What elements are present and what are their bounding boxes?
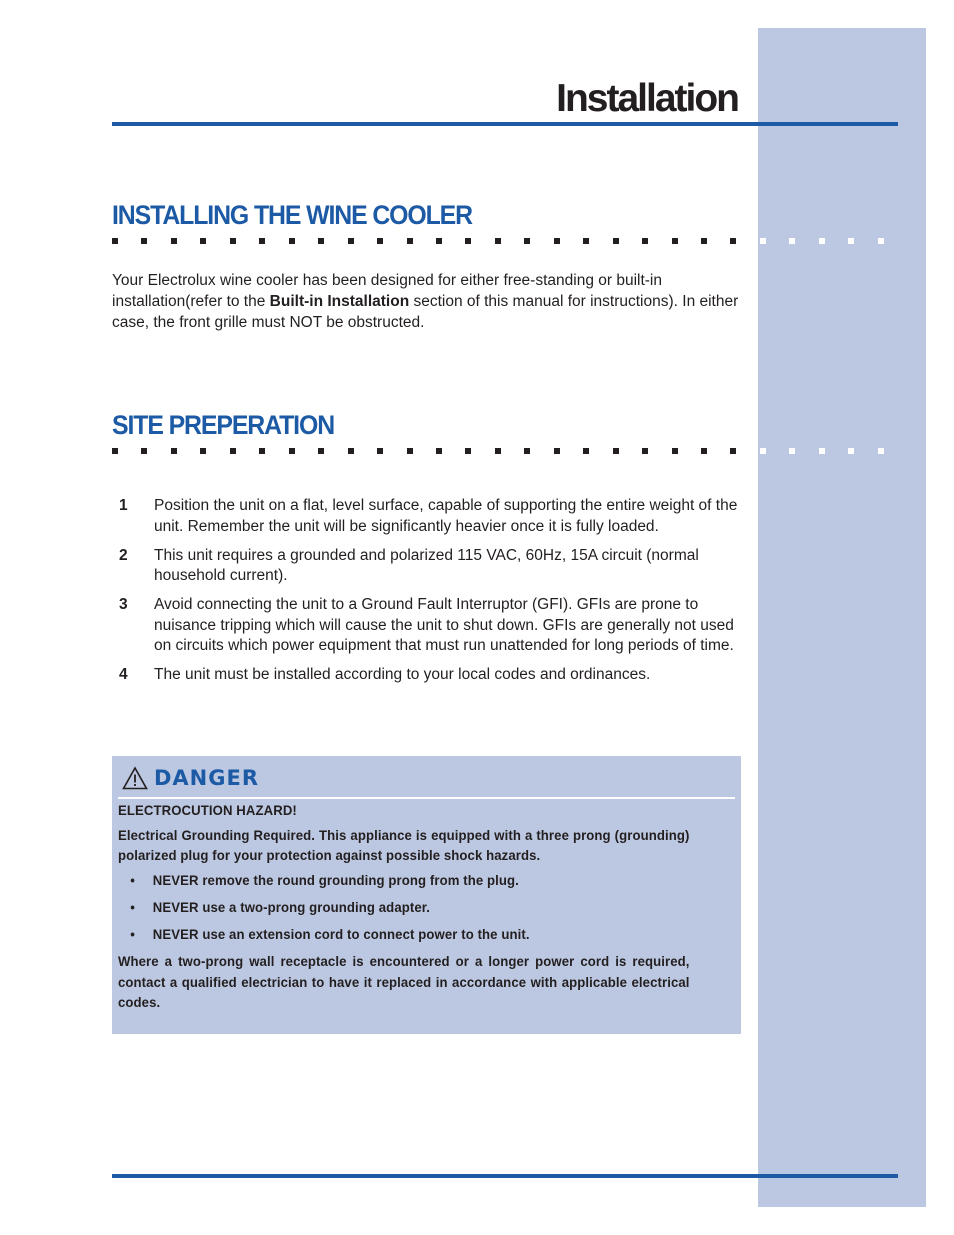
divider-dot: [554, 448, 560, 454]
dotted-divider: [112, 448, 902, 456]
divider-dot: [819, 448, 825, 454]
divider-dot: [230, 448, 236, 454]
heading-installing-wine-cooler: INSTALLING THE WINE COOLER: [112, 200, 472, 230]
danger-callout: [112, 756, 741, 1034]
intro-text-bold: Built-in Installation: [269, 293, 410, 310]
divider-dot: [259, 448, 265, 454]
divider-dot: [318, 238, 324, 244]
hazard-title: ELECTROCUTION HAZARD!: [118, 802, 297, 818]
divider-dot: [230, 238, 236, 244]
step-item: [112, 665, 752, 686]
bullet-symbol: •: [130, 898, 135, 915]
divider-dot: [760, 448, 766, 454]
danger-header: [122, 764, 259, 792]
divider-dot: [289, 448, 295, 454]
bullet-text: NEVER use a two-prong grounding adapter.: [152, 898, 430, 915]
divider-dot: [583, 448, 589, 454]
divider-dot: [112, 448, 118, 454]
divider-dot: [377, 448, 383, 454]
divider-dot: [495, 238, 501, 244]
divider-dot: [642, 448, 648, 454]
divider-dot: [436, 448, 442, 454]
step-item: [112, 496, 752, 537]
divider-dot: [524, 448, 530, 454]
bullet-symbol: •: [130, 926, 135, 943]
step-text: The unit must be installed according to your local codes and ordinances.: [154, 666, 651, 683]
divider-dot: [848, 238, 854, 244]
step-text: Avoid connecting the unit to a Ground Fault Interruptor (GFI). GFIs are prone to nuisance tripping which will cause the unit to shut down. GFIs are generally not used on circuits which power equipment that must run unattended for long periods of time.: [154, 596, 734, 654]
divider-dot: [436, 238, 442, 244]
divider-dot: [407, 448, 413, 454]
divider-dot: [672, 448, 678, 454]
step-number: 3: [119, 596, 128, 613]
divider-dot: [171, 238, 177, 244]
site-preparation-steps: [112, 496, 752, 694]
intro-paragraph: [112, 270, 752, 333]
divider-dot: [583, 238, 589, 244]
intro-text-end: section of this manual for instructions). In either case, the front grille must NOT be obstructed.: [112, 293, 739, 331]
danger-closing: Where a two-prong wall receptacle is encountered or a longer power cord is required, contact a qualified electrician to have it replaced in accordance with applicable electrical codes.: [118, 953, 690, 1011]
divider-dot: [848, 448, 854, 454]
divider-dot: [701, 448, 707, 454]
divider-dot: [730, 238, 736, 244]
danger-label: DANGER: [154, 766, 260, 790]
divider-dot: [407, 238, 413, 244]
divider-dot: [171, 448, 177, 454]
divider-dot: [819, 238, 825, 244]
bullet-text: NEVER remove the round grounding prong from the plug.: [152, 871, 519, 888]
danger-bullet-item: [118, 924, 690, 945]
grounding-intro: Electrical Grounding Required. This appliance is equipped with a three prong (grounding) polarized plug for your protection against possible shock hazards.: [118, 826, 690, 863]
step-number: 1: [119, 497, 128, 514]
danger-body: [118, 800, 690, 1017]
step-text: Position the unit on a flat, level surface, capable of supporting the entire weight of the unit. Remember the unit will be significantly heavier once it is fully loaded.: [154, 497, 738, 535]
divider-dot: [524, 238, 530, 244]
divider-dot: [200, 448, 206, 454]
footer-rule: [112, 1174, 898, 1178]
divider-dot: [613, 448, 619, 454]
divider-dot: [878, 238, 884, 244]
divider-dot: [789, 238, 795, 244]
step-text: This unit requires a grounded and polarized 115 VAC, 60Hz, 15A circuit (normal household current).: [154, 546, 699, 584]
divider-dot: [289, 238, 295, 244]
bullet-symbol: •: [130, 871, 135, 888]
divider-dot: [613, 238, 619, 244]
step-number: 2: [119, 546, 128, 564]
step-item: [112, 546, 752, 587]
divider-dot: [141, 448, 147, 454]
divider-dot: [672, 238, 678, 244]
divider-dot: [789, 448, 795, 454]
dotted-divider: [112, 238, 902, 246]
step-item: [112, 595, 752, 657]
danger-rule: [118, 797, 735, 799]
page-title: Installation: [556, 77, 738, 120]
divider-dot: [200, 238, 206, 244]
header-rule: [112, 122, 898, 126]
divider-dot: [701, 238, 707, 244]
divider-dot: [495, 448, 501, 454]
divider-dot: [642, 238, 648, 244]
divider-dot: [348, 238, 354, 244]
heading-site-preperation: SITE PREPERATION: [112, 410, 335, 440]
danger-bullet-item: [118, 870, 690, 891]
danger-bullet-item: [118, 897, 690, 918]
divider-dot: [318, 448, 324, 454]
divider-dot: [554, 238, 560, 244]
divider-dot: [377, 238, 383, 244]
divider-dot: [465, 238, 471, 244]
sidebar-panel: [758, 28, 926, 1207]
divider-dot: [465, 448, 471, 454]
step-number: 4: [119, 666, 128, 683]
intro-text-start: Your Electrolux wine cooler has been designed for either free-standing or built-in installation(refer to the: [112, 272, 663, 310]
bullet-text: NEVER use an extension cord to connect power to the unit.: [152, 926, 530, 943]
divider-dot: [141, 238, 147, 244]
divider-dot: [878, 448, 884, 454]
divider-dot: [730, 448, 736, 454]
divider-dot: [259, 238, 265, 244]
divider-dot: [760, 238, 766, 244]
warning-triangle-icon: [122, 766, 148, 790]
divider-dot: [112, 238, 118, 244]
divider-dot: [348, 448, 354, 454]
danger-bullet-list: [118, 870, 690, 945]
